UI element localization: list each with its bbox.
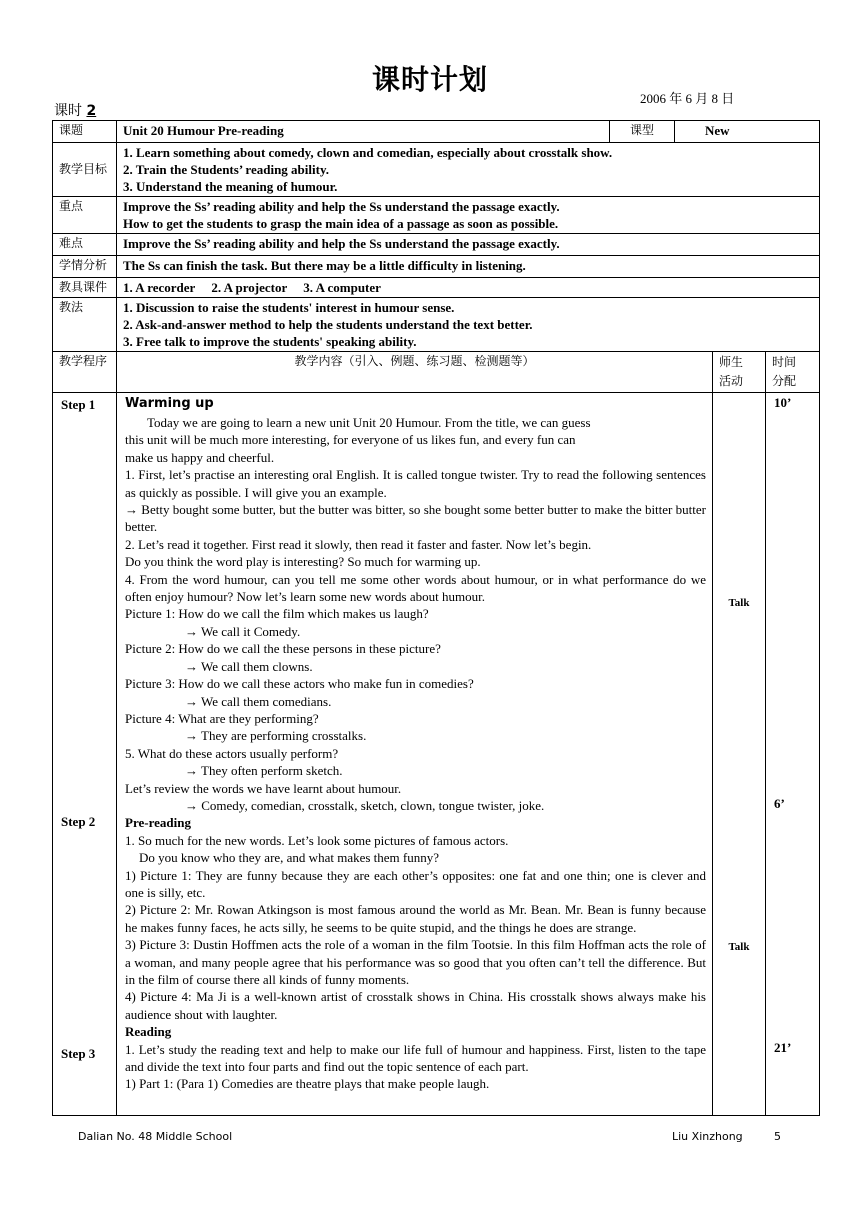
content-line: Today we are going to learn a new unit Unit 20 Humour. From the title, we can guess	[147, 415, 591, 430]
key-points-value	[117, 197, 820, 234]
aids-label: 教具课件	[53, 278, 117, 298]
time-label: 6’	[774, 796, 785, 811]
method-line: 1. Discussion to raise the students' interest in humour sense.	[123, 300, 455, 315]
page-number: 5	[774, 1130, 781, 1143]
steps-column	[53, 393, 117, 1116]
key-point-line: How to get the students to grasp the main idea of a passage as soon as possible.	[123, 216, 559, 231]
methods-value	[117, 298, 820, 352]
content-line: 2) Picture 2: Mr. Rowan Atkingson is most famous around the world as Mr. Bean. Mr. Bean is funny because he makes funny faces, he acts silly, he seems to be quite stupid, and the things he does are strange.	[125, 902, 706, 935]
section-heading: Pre-reading	[125, 815, 191, 831]
difficulties-value: Improve the Ss’ reading ability and help the Ss understand the passage exactly.	[117, 234, 820, 256]
footer-school: Dalian No. 48 Middle School	[78, 1130, 233, 1143]
row-procedure-header	[53, 352, 820, 393]
analysis-label: 学情分析	[53, 256, 117, 278]
type-label: 课型	[610, 121, 675, 143]
content-line: → We call it Comedy.	[185, 623, 301, 639]
row-key-points	[53, 197, 820, 234]
method-line: 3. Free talk to improve the students' speaking ability.	[123, 334, 417, 349]
content-line: 4) Picture 4: Ma Ji is a well-known artist of crosstalk shows in China. His crosstalk shows always make his audience shout with laughter.	[125, 989, 706, 1022]
time-label: 21’	[774, 1040, 792, 1055]
section-heading: Warming up	[125, 396, 214, 411]
objectives-label: 教学目标	[53, 143, 117, 197]
content-line: Do you think the word play is interesting? So much for warming up.	[125, 554, 481, 570]
row-difficulties	[53, 234, 820, 256]
content-line: Picture 3: How do we call these actors who make fun in comedies?	[125, 676, 474, 692]
step-label: Step 3	[61, 1046, 96, 1061]
row-topic	[53, 121, 820, 143]
step-label: Step 1	[61, 397, 96, 412]
objective-line: 2. Train the Students’ reading ability.	[123, 162, 329, 177]
content-line: 3) Picture 3: Dustin Hoffmen acts the role of a woman in the film Tootsie. In this film Hoffman acts the role of a woman, and many people agree that his performance was so good that you often can’t tell the difference. But in the film of course there all kinds of funny moments.	[125, 937, 706, 987]
type-value: New	[675, 121, 820, 143]
content-line: 1. So much for the new words. Let’s look some pictures of famous actors.	[125, 832, 509, 848]
objective-line: 3. Understand the meaning of humour.	[123, 179, 338, 194]
content-line: → They often perform sketch.	[185, 763, 343, 779]
content-line: Picture 2: How do we call the these persons in these picture?	[125, 641, 441, 657]
row-aids	[53, 278, 820, 298]
date: 2006 年 6 月 8 日	[640, 91, 735, 106]
content-line: Picture 1: How do we call the film which makes us laugh?	[125, 606, 429, 622]
row-methods	[53, 298, 820, 352]
content-line: Picture 4: What are they performing?	[125, 710, 319, 726]
analysis-value: The Ss can finish the task. But there may be a little difficulty in listening.	[117, 256, 820, 278]
content-line: → We call them clowns.	[185, 658, 313, 674]
objectives-value	[117, 143, 820, 197]
content-line: 1) Part 1: (Para 1) Comedies are theatre plays that make people laugh.	[125, 1076, 490, 1092]
key-point-line: Improve the Ss’ reading ability and help the Ss understand the passage exactly.	[123, 199, 560, 214]
procedure-label: 教学程序	[53, 352, 117, 393]
row-analysis	[53, 256, 820, 278]
footer-author: Liu Xinzhong	[672, 1130, 743, 1143]
objective-line: 1. Learn something about comedy, clown and comedian, especially about crosstalk show.	[123, 145, 613, 160]
method-line: 2. Ask-and-answer method to help the students understand the text better.	[123, 317, 533, 332]
content-line: → Betty bought some butter, but the butter was bitter, so she bought some better butter to make the bitter butter better.	[125, 502, 706, 535]
activity-column	[713, 393, 766, 1116]
content-line: Do you know who they are, and what makes them funny?	[139, 850, 440, 866]
lesson-plan-table	[52, 120, 820, 1116]
content-line: make us happy and cheerful.	[125, 449, 275, 465]
content-line: 1) Picture 1: They are funny because they are each other’s opposites: one fat and one thin; one is clever and one is silly, etc.	[125, 867, 706, 900]
content-column	[117, 393, 713, 1116]
topic-value: Unit 20 Humour Pre-reading	[117, 121, 610, 143]
content-line: 5. What do these actors usually perform?	[125, 745, 339, 761]
key-points-label: 重点	[53, 197, 117, 234]
time-column	[766, 393, 820, 1116]
time-label: 10’	[774, 395, 792, 410]
time-header: 时间 分配	[766, 352, 820, 393]
topic-label: 课题	[53, 121, 117, 143]
step-label: Step 2	[61, 814, 96, 829]
section-heading: Reading	[125, 1024, 172, 1040]
content-line: 4. From the word humour, can you tell me some other words about humour, or in what performance do we often enjoy humour? Now let’s learn some new words about humour.	[125, 571, 706, 605]
methods-label: 教法	[53, 298, 117, 352]
lesson-number	[54, 100, 96, 120]
row-procedure-body	[53, 393, 820, 1116]
lesson-value: 2	[86, 103, 97, 119]
content-line: → Comedy, comedian, crosstalk, sketch, clown, tongue twister, joke.	[185, 797, 545, 813]
content-line: 1. First, let’s practise an interesting oral English. It is called tongue twister. Try to read the following sentences as quickly as possible. I will give you an example.	[125, 467, 706, 500]
content-line: → They are performing crosstalks.	[185, 728, 367, 744]
difficulties-label: 难点	[53, 234, 117, 256]
page-title: 课时计划	[371, 63, 488, 96]
row-objectives	[53, 143, 820, 197]
activity-header: 师生 活动	[713, 352, 766, 393]
activity-label: Talk	[728, 597, 750, 609]
activity-label: Talk	[728, 941, 750, 953]
content-line: this unit will be much more interesting, for everyone of us likes fun, and every fun can	[125, 432, 576, 448]
content-header: 教学内容（引入、例题、练习题、检测题等）	[117, 352, 713, 393]
content-line: 2. Let’s read it together. First read it slowly, then read it faster and faster. Now let’s begin.	[125, 536, 592, 552]
content-line: Let’s review the words we have learnt about humour.	[125, 780, 402, 796]
aids-value: 1. A recorder 2. A projector 3. A computer	[117, 278, 820, 298]
content-line: 1. Let’s study the reading text and help to make our life full of humour and happiness. First, listen to the tape and divide the text into four parts and find out the topic sentence of each part.	[125, 1041, 706, 1075]
content-line: → We call them comedians.	[185, 693, 332, 709]
lesson-label: 课时	[54, 103, 82, 119]
